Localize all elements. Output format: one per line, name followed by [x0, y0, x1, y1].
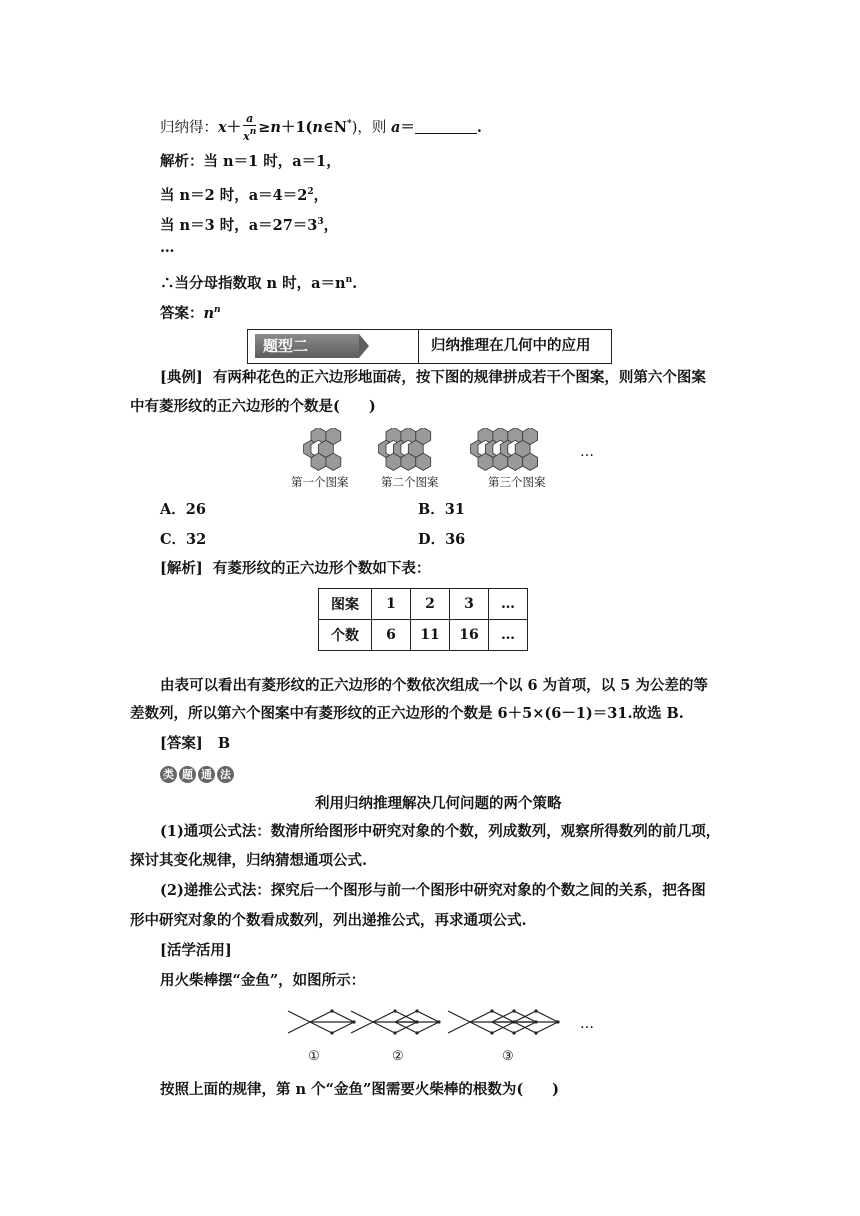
- matchstick: [288, 1011, 310, 1022]
- analysis-text-1: 当 n＝1 时，a＝1，: [203, 153, 341, 170]
- matchstick: [417, 1022, 439, 1033]
- matchstick: [310, 1011, 332, 1022]
- var-a: a: [390, 119, 401, 136]
- figure-number-label: ③: [502, 1049, 514, 1064]
- banner-tag-cell: [248, 330, 419, 363]
- analysis-line-5: [160, 270, 357, 294]
- example-text-1: 有两种花色的正六边形地面砖，按下图的规律拼成若干个图案，则第六个图案: [212, 369, 706, 386]
- analysis-post-3: ，: [323, 217, 339, 234]
- option-c: C．32: [160, 531, 207, 548]
- badge-char: 题: [179, 766, 196, 783]
- matchstick: [288, 1022, 310, 1033]
- star-sup: *: [346, 119, 352, 129]
- match-head: [512, 1031, 515, 1034]
- example-line-2: 中有菱形纹的正六边形的个数是( ): [130, 398, 376, 415]
- practice-line-1: 用火柴棒摆“金鱼”，如图所示：: [160, 972, 366, 989]
- match-head: [490, 1009, 493, 1012]
- rhombus-hexagon: [508, 453, 523, 470]
- matchstick: [332, 1011, 354, 1022]
- figure-ellipsis: …: [580, 444, 594, 460]
- table-cell: 11: [411, 620, 450, 651]
- caption-3: 第三个图案: [488, 475, 546, 489]
- matchstick: [373, 1011, 395, 1022]
- badge-char: 类: [160, 766, 177, 783]
- figure-number-label: ①: [308, 1049, 320, 1064]
- match-head: [330, 1031, 333, 1034]
- method-p2b: 形中研究对象的个数看成数列，列出递推公式，再求通项公式.: [130, 912, 527, 929]
- option-b: B．31: [418, 501, 465, 518]
- answer-line: [160, 300, 221, 324]
- matchstick: [536, 1011, 558, 1022]
- analysis-exp-2: 2: [307, 187, 314, 197]
- goldfish-figures: [0, 1000, 860, 1070]
- practice-question: 按照上面的规律，第 n 个“金鱼”图需要火柴棒的根数为( ): [160, 1081, 560, 1098]
- method-p2a: (2)递推公式法：探究后一个图形与前一个图形中研究对象的个数之间的关系，把各图: [160, 882, 706, 899]
- plus-one: ＋1(: [280, 119, 313, 136]
- practice-label: [活学活用]: [160, 942, 232, 959]
- matchstick: [470, 1011, 492, 1022]
- analysis-exp-3: 3: [317, 217, 324, 227]
- caption-1: 第一个图案: [291, 475, 349, 489]
- analysis-line-2: [160, 182, 328, 206]
- fraction-den-exp: n: [249, 127, 257, 137]
- match-head: [352, 1020, 355, 1023]
- solution-label: [解析]: [160, 560, 203, 577]
- rhombus-hexagon: [416, 453, 431, 470]
- match-head: [534, 1009, 537, 1012]
- period: .: [476, 119, 482, 136]
- match-head: [534, 1031, 537, 1034]
- matchstick: [332, 1022, 354, 1033]
- figure-number-label: ②: [392, 1049, 404, 1064]
- table-cell: 个数: [319, 620, 372, 651]
- table-cell: 3: [450, 589, 489, 620]
- example-line-1: [160, 368, 706, 388]
- analysis-line-1: [160, 152, 341, 172]
- option-a: A．26: [160, 501, 206, 518]
- var-x: x: [218, 119, 227, 136]
- topic-banner: [247, 329, 612, 364]
- table-cell: …: [489, 589, 528, 620]
- match-head: [393, 1009, 396, 1012]
- match-head: [490, 1031, 493, 1034]
- banner-title: 归纳推理在几何中的应用: [431, 337, 591, 354]
- analysis-post-2: ，: [313, 187, 329, 204]
- analysis-text-5: ∴当分母指数取 n 时，a＝n: [160, 275, 346, 292]
- geq-sign: ≥: [258, 119, 271, 136]
- matchstick: [417, 1011, 439, 1022]
- answer-exp: n: [214, 305, 221, 315]
- answer-value: n: [203, 305, 215, 322]
- match-head: [393, 1031, 396, 1034]
- analysis-post-5: .: [352, 275, 358, 292]
- caption-2: 第二个图案: [381, 475, 439, 489]
- fraction-numerator: a: [243, 113, 256, 126]
- match-head: [512, 1009, 515, 1012]
- badge-char: 通: [198, 766, 215, 783]
- solution-para-2: 差数列，所以第六个图案中有菱形纹的正六边形的个数是 6＋5×(6－1)＝31.故选 B.: [130, 705, 684, 722]
- rhombus-hexagon: [401, 453, 416, 470]
- analysis-label: 解析：: [160, 153, 204, 170]
- match-head: [415, 1009, 418, 1012]
- intro-line: [160, 113, 482, 143]
- match-head: [437, 1020, 440, 1023]
- answer-blank: [415, 119, 477, 134]
- fraction-den-base: x: [243, 130, 250, 143]
- badge-char: 法: [217, 766, 234, 783]
- plus-sign: ＋: [226, 119, 242, 136]
- matchstick: [310, 1022, 332, 1033]
- rhombus-hexagon: [478, 453, 493, 470]
- rhombus-hexagon: [493, 453, 508, 470]
- table-cell: 1: [372, 589, 411, 620]
- banner-tag: 题型二: [255, 334, 359, 358]
- fraction: [243, 113, 256, 143]
- table-row: [319, 620, 528, 651]
- final-answer-label: [答案]: [160, 735, 203, 752]
- matchstick: [373, 1022, 395, 1033]
- analysis-dots: …: [160, 239, 175, 256]
- analysis-exp-5: n: [345, 275, 353, 285]
- example-label: [典例]: [160, 369, 203, 386]
- table-cell: …: [489, 620, 528, 651]
- matchstick: [448, 1022, 470, 1033]
- table-row: [319, 589, 528, 620]
- method-p1b: 探讨其变化规律，归纳猜想通项公式.: [130, 852, 368, 869]
- table-cell: 6: [372, 620, 411, 651]
- eq-sign: ＝: [400, 119, 415, 136]
- solution-para-1: 由表可以看出有菱形纹的正六边形的个数依次组成一个以 6 为首项，以 5 为公差的等: [160, 677, 708, 694]
- solution-line: [160, 559, 430, 579]
- table-cell: 2: [411, 589, 450, 620]
- answer-label: 答案：: [160, 305, 204, 322]
- rhombus-hexagon: [326, 453, 341, 470]
- rhombus-hexagon: [386, 453, 401, 470]
- table-cell: 图案: [319, 589, 372, 620]
- matchstick: [351, 1022, 373, 1033]
- in-N: ∈N: [322, 119, 347, 136]
- option-d: D．36: [418, 531, 466, 548]
- solution-text: 有菱形纹的正六边形个数如下表：: [212, 560, 431, 577]
- method-badge: [160, 766, 234, 783]
- analysis-text-2: 当 n＝2 时，a＝4＝2: [160, 187, 308, 204]
- count-table: [318, 588, 528, 651]
- method-p1a: (1)通项公式法：数清所给图形中研究对象的个数，列成数列，观察所得数列的前几项，: [160, 823, 721, 840]
- matchstick: [536, 1022, 558, 1033]
- match-head: [415, 1031, 418, 1034]
- intro-close: )，则: [351, 120, 391, 136]
- matchstick: [351, 1011, 373, 1022]
- matchstick: [470, 1022, 492, 1033]
- fraction-denominator: [243, 126, 256, 143]
- var-n-2: n: [312, 119, 323, 136]
- matchstick: [448, 1011, 470, 1022]
- rhombus-hexagon: [523, 453, 538, 470]
- table-cell: 16: [450, 620, 489, 651]
- method-title: 利用归纳推理解决几何问题的两个策略: [315, 795, 562, 812]
- analysis-line-3: [160, 212, 338, 236]
- match-head: [556, 1020, 559, 1023]
- rhombus-hexagon: [311, 453, 326, 470]
- match-head: [330, 1009, 333, 1012]
- analysis-text-3: 当 n＝3 时，a＝27＝3: [160, 217, 318, 234]
- final-answer-line: [160, 734, 230, 754]
- final-answer-value: B: [217, 735, 231, 752]
- var-n: n: [270, 119, 281, 136]
- fish-ellipsis: …: [580, 1016, 594, 1032]
- intro-prefix: 归纳得：: [160, 120, 218, 136]
